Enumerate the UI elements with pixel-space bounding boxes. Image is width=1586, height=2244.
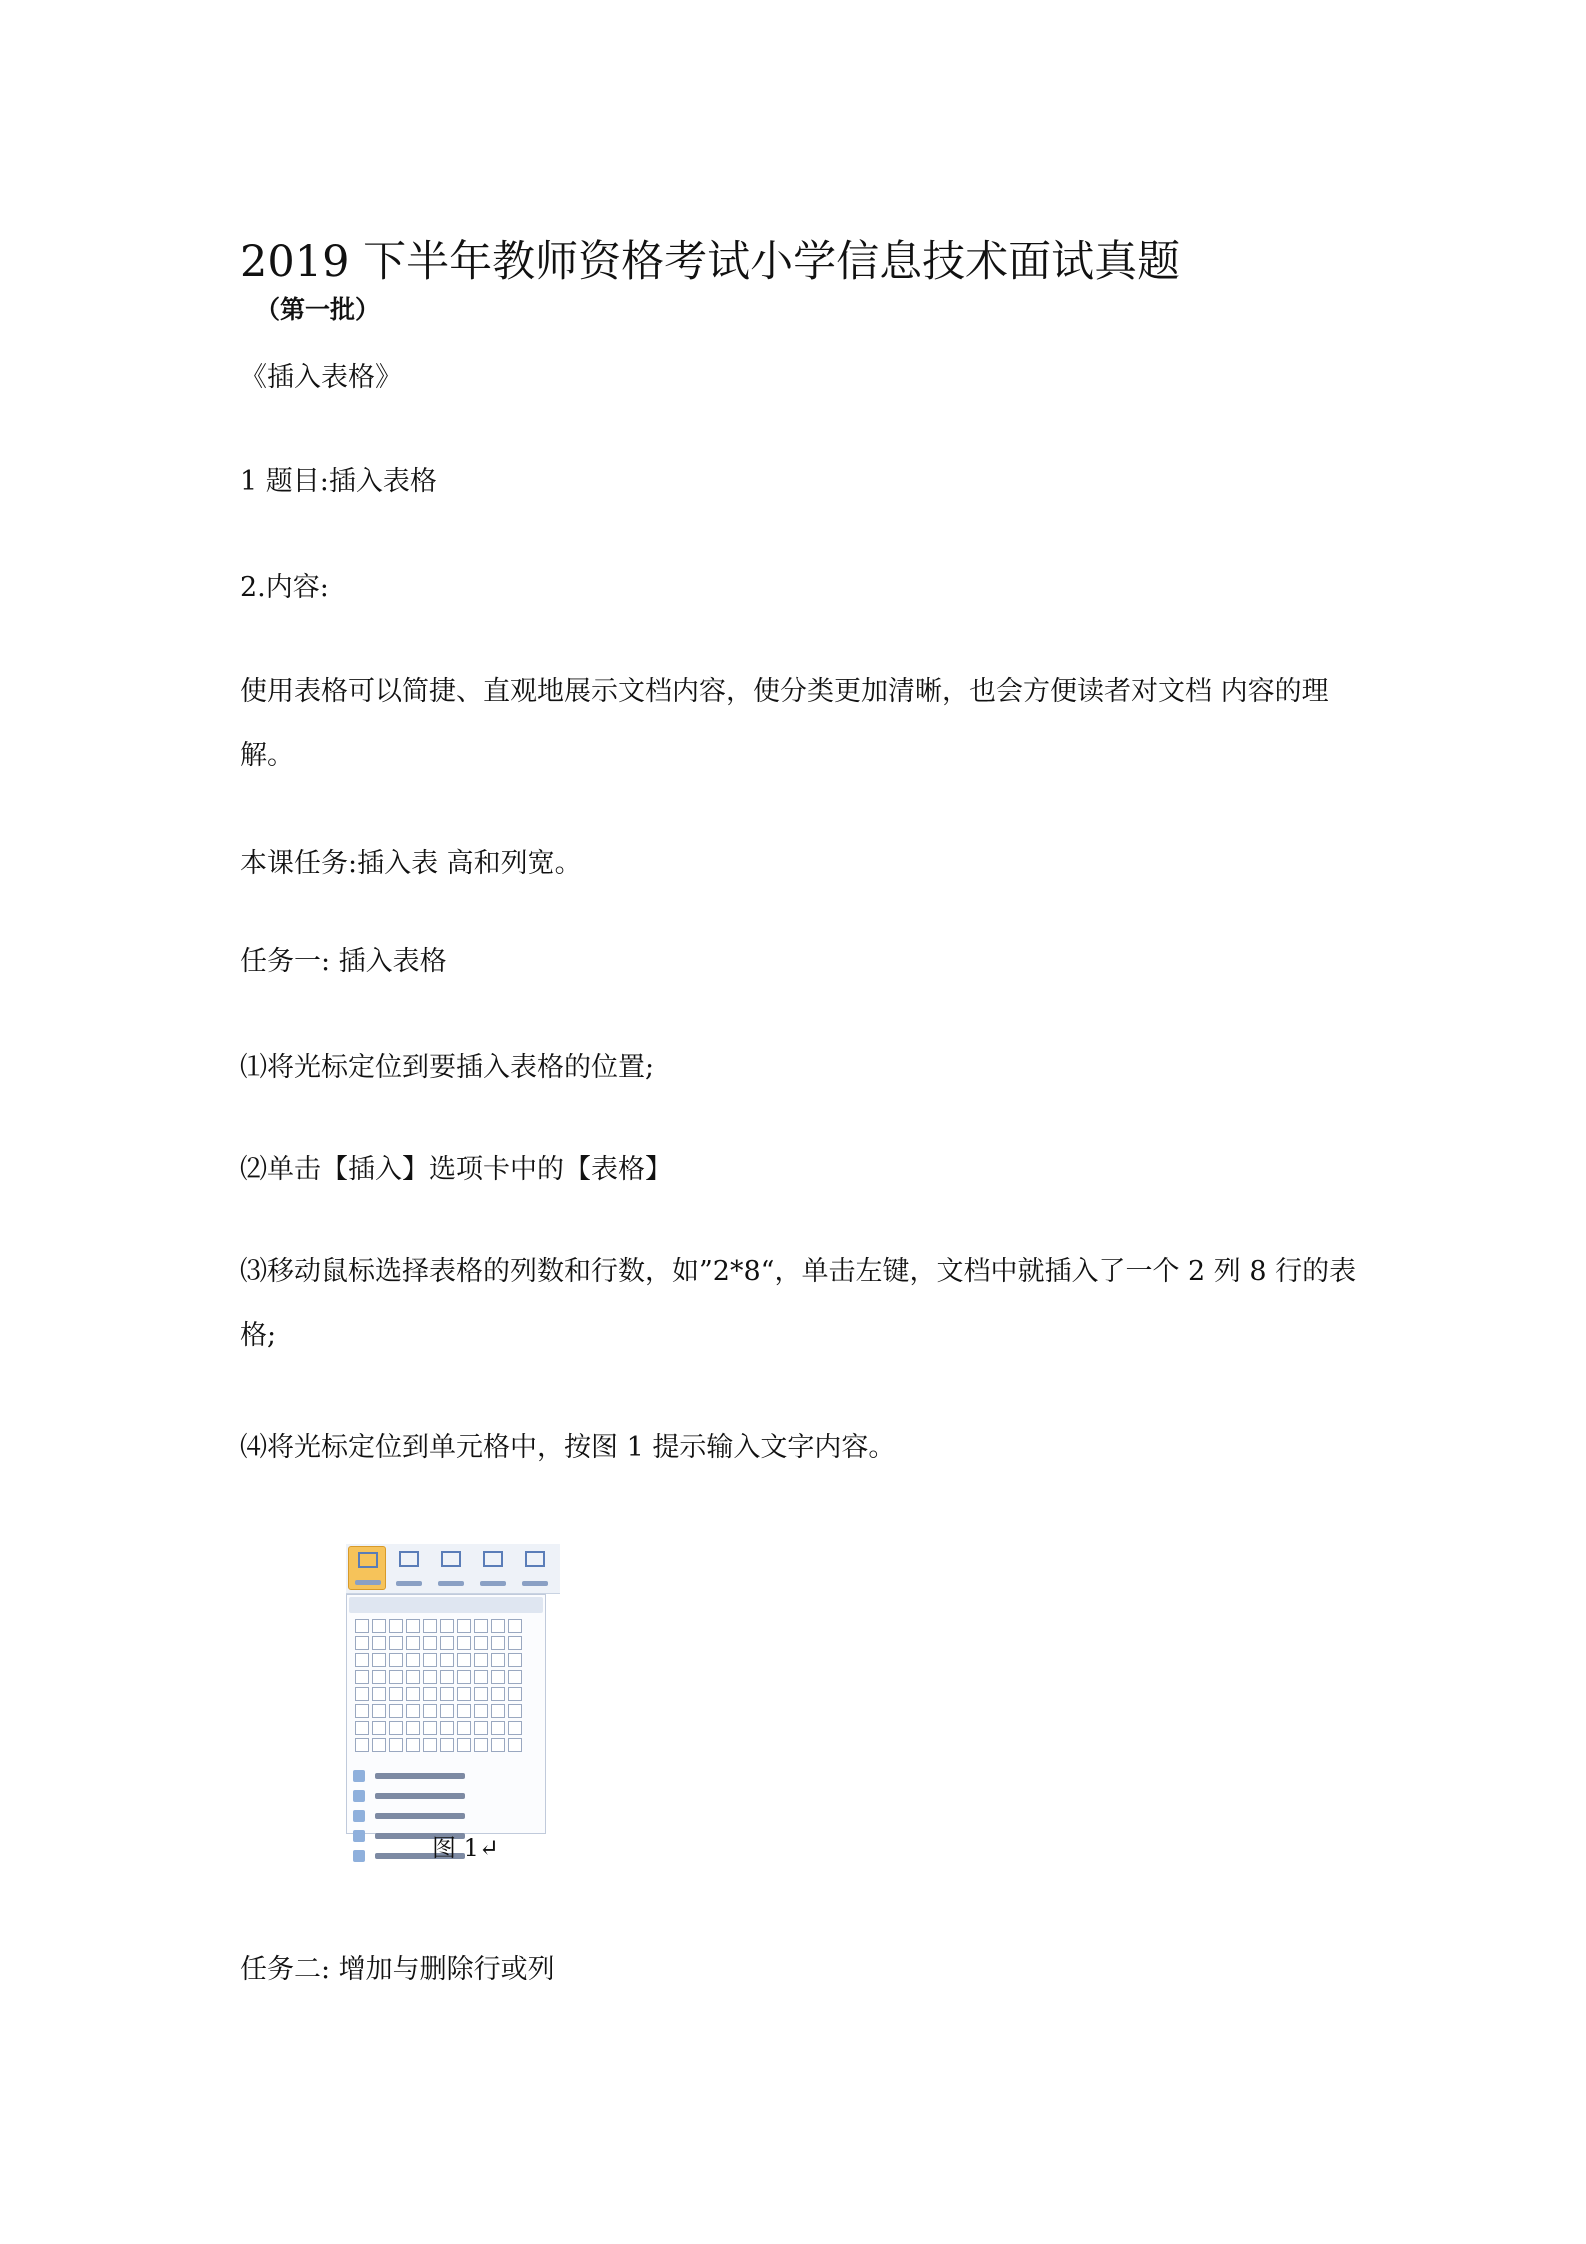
grid-cell — [406, 1653, 420, 1667]
grid-cell — [440, 1704, 454, 1718]
draw-table-icon — [353, 1790, 365, 1802]
grid-cell — [406, 1738, 420, 1752]
grid-cell — [372, 1704, 386, 1718]
grid-cell — [491, 1704, 505, 1718]
menu-item — [347, 1806, 545, 1826]
grid-cell — [457, 1721, 471, 1735]
menu-item — [347, 1786, 545, 1806]
grid-cell — [406, 1721, 420, 1735]
grid-cell — [508, 1704, 522, 1718]
ribbon-toolbar — [346, 1544, 560, 1594]
grid-cell — [423, 1670, 437, 1684]
grid-cell — [457, 1636, 471, 1650]
paragraph-2: 本课任务:插入表 高和列宽。 — [240, 848, 582, 879]
grid-cell — [457, 1687, 471, 1701]
grid-cell — [372, 1670, 386, 1684]
dropdown-header — [349, 1597, 543, 1613]
lesson-title: 《插入表格》 — [240, 362, 402, 393]
step-3: ⑶移动鼠标选择表格的列数和行数，如”2*8“，单击左键，文档中就插入了一个 2 列 8 行的表格; — [240, 1256, 1357, 1351]
grid-cell — [389, 1619, 403, 1633]
document-subtitle: （第一批） — [255, 295, 381, 324]
grid-cell — [491, 1670, 505, 1684]
grid-cell — [491, 1687, 505, 1701]
grid-cell — [355, 1653, 369, 1667]
shapes-icon — [483, 1551, 503, 1567]
grid-cell — [389, 1738, 403, 1752]
grid-cell — [508, 1619, 522, 1633]
menu-item — [347, 1766, 545, 1786]
grid-cell — [423, 1619, 437, 1633]
convert-text-icon — [353, 1810, 365, 1822]
smartart-icon — [525, 1551, 545, 1567]
grid-cell — [491, 1636, 505, 1650]
grid-cell — [389, 1670, 403, 1684]
grid-cell — [508, 1687, 522, 1701]
picture-ribbon-button — [390, 1546, 428, 1590]
insert-table-dropdown — [346, 1594, 546, 1834]
clipart-ribbon-button — [432, 1546, 470, 1590]
grid-cell — [457, 1653, 471, 1667]
grid-cell — [440, 1653, 454, 1667]
grid-cell — [508, 1670, 522, 1684]
grid-cell — [389, 1721, 403, 1735]
quick-table-icon — [353, 1850, 365, 1862]
grid-cell — [372, 1619, 386, 1633]
grid-cell — [423, 1636, 437, 1650]
grid-cell — [474, 1636, 488, 1650]
smartart-ribbon-button — [516, 1546, 554, 1590]
grid-cell — [474, 1704, 488, 1718]
figure-1-screenshot — [340, 1538, 570, 1862]
grid-cell — [372, 1738, 386, 1752]
grid-cell — [508, 1653, 522, 1667]
table-size-grid — [347, 1615, 545, 1756]
step-2: ⑵单击【插入】选项卡中的【表格】 — [240, 1154, 672, 1185]
grid-cell — [372, 1687, 386, 1701]
grid-cell — [406, 1636, 420, 1650]
grid-cell — [355, 1704, 369, 1718]
grid-cell — [423, 1704, 437, 1718]
grid-cell — [389, 1653, 403, 1667]
grid-cell — [355, 1738, 369, 1752]
grid-cell — [440, 1636, 454, 1650]
grid-cell — [440, 1738, 454, 1752]
grid-cell — [406, 1704, 420, 1718]
excel-icon — [353, 1830, 365, 1842]
grid-cell — [474, 1738, 488, 1752]
grid-cell — [389, 1636, 403, 1650]
grid-cell — [474, 1687, 488, 1701]
grid-cell — [440, 1619, 454, 1633]
grid-cell — [423, 1653, 437, 1667]
step-4: ⑷将光标定位到单元格中，按图 1 提示输入文字内容。 — [240, 1432, 896, 1463]
grid-cell — [508, 1721, 522, 1735]
grid-cell — [457, 1704, 471, 1718]
grid-cell — [406, 1619, 420, 1633]
grid-cell — [508, 1636, 522, 1650]
grid-cell — [474, 1721, 488, 1735]
grid-cell — [355, 1687, 369, 1701]
table-ribbon-button — [348, 1546, 386, 1590]
grid-cell — [474, 1619, 488, 1633]
picture-icon — [399, 1551, 419, 1567]
grid-cell — [406, 1687, 420, 1701]
grid-cell — [406, 1670, 420, 1684]
grid-cell — [440, 1670, 454, 1684]
grid-cell — [423, 1687, 437, 1701]
grid-cell — [372, 1636, 386, 1650]
item-1: 1 题目:插入表格 — [240, 466, 437, 497]
table-icon — [358, 1552, 378, 1568]
grid-cell — [389, 1704, 403, 1718]
grid-cell — [440, 1721, 454, 1735]
grid-cell — [372, 1653, 386, 1667]
grid-cell — [457, 1670, 471, 1684]
item-2: 2.内容: — [240, 572, 329, 603]
grid-cell — [491, 1721, 505, 1735]
grid-cell — [474, 1670, 488, 1684]
shapes-ribbon-button — [474, 1546, 512, 1590]
figure-caption: 图 1↵ — [432, 1834, 500, 1862]
grid-cell — [457, 1738, 471, 1752]
paragraph-1: 使用表格可以简捷、直观地展示文档内容，使分类更加清晰，也会方便读者对文档 内容的理解。 — [240, 676, 1329, 771]
grid-cell — [355, 1619, 369, 1633]
grid-cell — [491, 1653, 505, 1667]
clipart-icon — [441, 1551, 461, 1567]
insert-table-icon — [353, 1770, 365, 1782]
grid-cell — [355, 1636, 369, 1650]
grid-cell — [440, 1687, 454, 1701]
grid-cell — [389, 1687, 403, 1701]
grid-cell — [423, 1721, 437, 1735]
grid-cell — [372, 1721, 386, 1735]
grid-cell — [355, 1721, 369, 1735]
grid-cell — [491, 1619, 505, 1633]
grid-cell — [491, 1738, 505, 1752]
grid-cell — [423, 1738, 437, 1752]
task-2-title: 任务二: 增加与删除行或列 — [240, 1954, 555, 1985]
grid-cell — [457, 1619, 471, 1633]
grid-cell — [508, 1738, 522, 1752]
document-title: 2019 下半年教师资格考试小学信息技术面试真题 — [240, 237, 1181, 287]
task-1-title: 任务一: 插入表格 — [240, 946, 447, 977]
step-1: ⑴将光标定位到要插入表格的位置; — [240, 1052, 655, 1083]
grid-cell — [355, 1670, 369, 1684]
grid-cell — [474, 1653, 488, 1667]
